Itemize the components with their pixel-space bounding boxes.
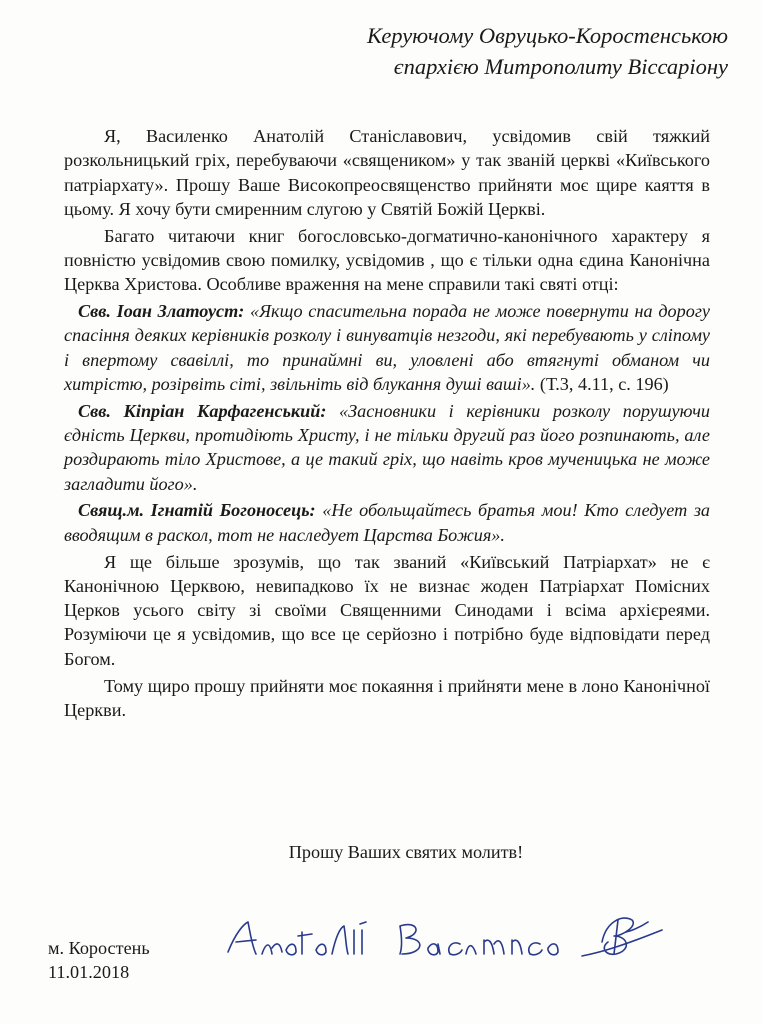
quote-cyprian — [64, 399, 710, 496]
letter-body — [64, 124, 710, 722]
paragraph-3: Я ще більше зрозумів, що так званий «Київський Патріархат» не є Канонічною Церквою, невипадково їх не визнає жоден Патріархат Помісних Церков усього світу зі своїми Священними Синодами і всіма архієреями. Розуміючи це я усвідомив, що все це серйозно і потрібно буде відповідати перед Богом. — [64, 551, 710, 669]
quote-ignatius — [64, 498, 710, 547]
place-date-block — [48, 936, 150, 984]
place: м. Коростень — [48, 938, 150, 958]
addressee-line-1: Керуючому Овруцько-Коростенською — [366, 23, 728, 48]
addressee-block — [367, 20, 728, 82]
quote-chrysostom — [64, 299, 710, 396]
quote-text: «Засновники і керівники розколу порушуючи єдність Церкви, протидіють Христу, і не тільки другий раз його розпинають, але роздирають тіло Христове, а це такий гріх, що навіть кров мученицька не може загладити його». — [64, 400, 710, 494]
quote-author: Свв. Кіпріан Карфагенський: — [78, 400, 327, 421]
quote-author: Свящ.м. Ігнатій Богоносець: — [78, 500, 316, 521]
paragraph-4: Тому щиро прошу прийняти моє покаяння і прийняти мене в лоно Канонічної Церкви. — [64, 675, 710, 720]
quote-reference: (Т.3, 4.11, с. 196) — [535, 373, 669, 394]
addressee-line-2: єпархією Митрополиту Віссаріону — [393, 54, 728, 79]
handwritten-signature — [222, 902, 682, 974]
closing-line: Прошу Ваших святих молитв! — [288, 842, 524, 862]
quote-text: «Якщо спасительна порада не може повернути на дорогу спасіння деяких керівників розколу і винуватців незгоди, які перебувають у сліпому і впертому свавіллі, то принаймні ви, уловлені або втягнуті обманом чи хитрістю, розірвіть сіті, звільніть від блукання душі ваші». — [64, 301, 710, 394]
date: 11.01.2018 — [48, 962, 130, 982]
paragraph-2: Багато читаючи книг богословсько-догматично-канонічного характеру я повністю усвідомив свою помилку, усвідомив , що є тільки одна єдина Канонічна Церква Христова. Особливе враження на мене справили такі святі отці: — [64, 225, 710, 295]
quote-author: Свв. Іоан Златоуст: — [78, 301, 245, 322]
quote-text: «Не обольщайтесь братья мои! Кто следует за вводящим в раскол, тот не наследует Царства Божия». — [64, 500, 711, 545]
paragraph-1: Я, Василенко Анатолій Станіславович, усвідомив свій тяжкий розкольницький гріх, перебуваючи «священиком» у так званій церкві «Київського патріархату». Прошу Ваше Високопреосвященство прийняти моє щире каяття в цьому. Я хочу бути смиренним слугою у Святій Божій Церкві. — [64, 126, 710, 219]
